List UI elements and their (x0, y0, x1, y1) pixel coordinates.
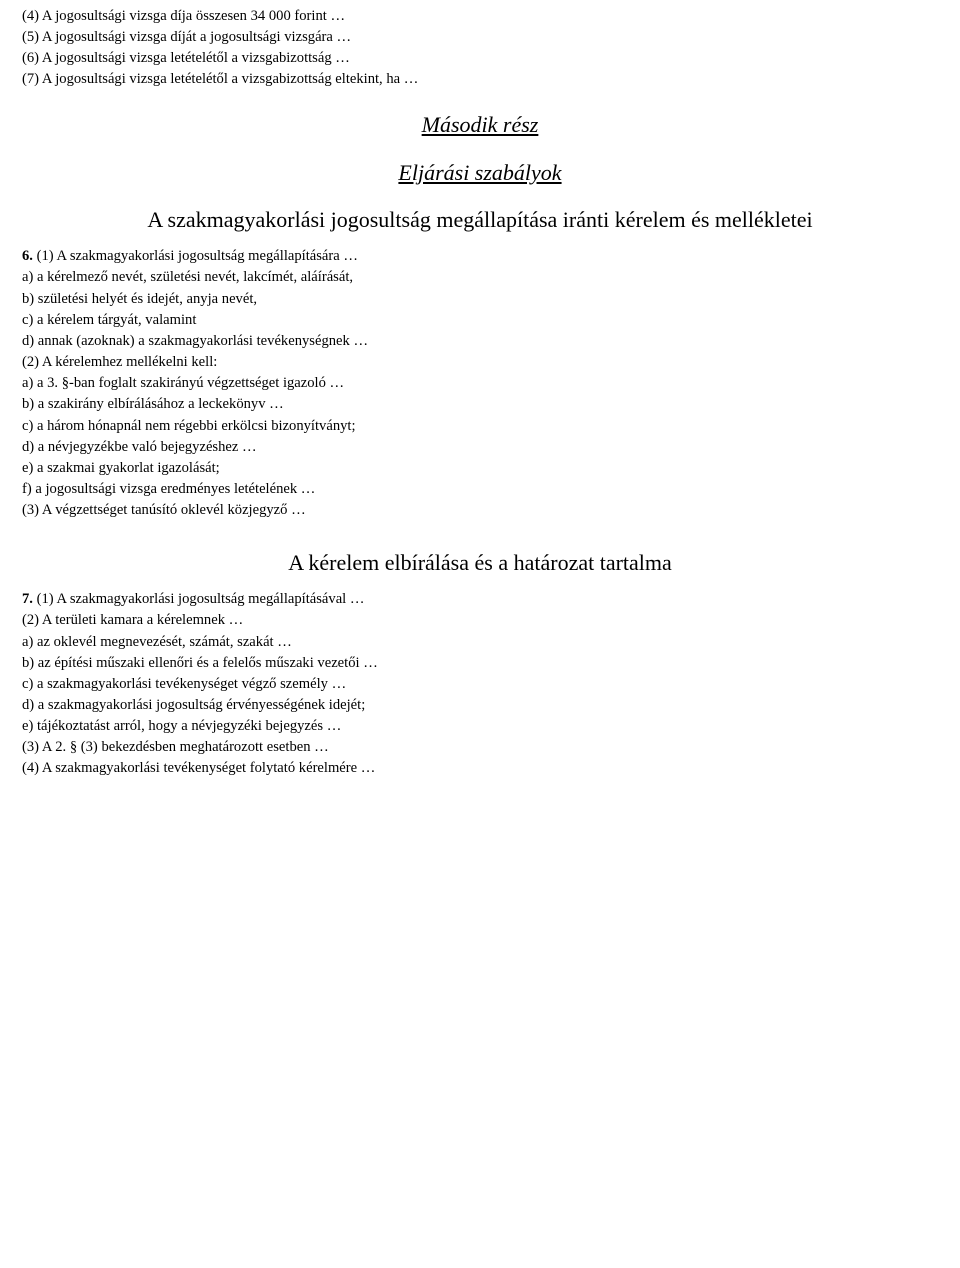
section-6-item: e) a szakmai gyakorlat igazolását; (22, 459, 220, 476)
paragraph-6: (6) A jogosultsági vizsga letételétől a vizsgabizottság … (22, 50, 350, 67)
section-7-number: 7. (22, 591, 33, 608)
section-6-item: f) a jogosultsági vizsga eredményes letételének … (22, 481, 316, 498)
section-6-item: d) a névjegyzékbe való bejegyzéshez … (22, 438, 257, 455)
section-6-item: b) a szakirány elbírálásához a leckekönyv … (22, 396, 284, 413)
part-title: Második rész (421, 111, 539, 137)
section-7-item: e) tájékoztatást arról, hogy a névjegyzéki bejegyzés … (22, 718, 342, 735)
section-7-item: b) az építési műszaki ellenőri és a felelős műszaki vezetői … (22, 654, 378, 671)
part-subtitle: Eljárási szabályok (398, 159, 562, 185)
section-6-text: (1) A szakmagyakorlási jogosultság megállapítására … (36, 248, 358, 265)
section-7-line (4, 589, 956, 610)
section-6-item: (3) A végzettséget tanúsító oklevél közjegyző … (22, 502, 306, 519)
section-heading-decision: A kérelem elbírálása és a határozat tartalma (288, 550, 672, 576)
section-7-item: c) a szakmagyakorlási tevékenységet végző személy … (22, 675, 347, 692)
section-7-item: (2) A területi kamara a kérelemnek … (22, 612, 244, 629)
section-6-item: b) születési helyét és idejét, anyja nevét, (22, 290, 258, 307)
section-6-item: d) annak (azoknak) a szakmagyakorlási tevékenységnek … (22, 332, 369, 349)
section-6-item: c) a kérelem tárgyát, valamint (22, 311, 197, 328)
section-7-text: (1) A szakmagyakorlási jogosultság megállapításával … (36, 591, 365, 608)
section-6-item: (2) A kérelemhez mellékelni kell: (22, 354, 218, 371)
section-6-item: a) a kérelmező nevét, születési nevét, lakcímét, aláírását, (22, 269, 354, 286)
section-heading-application: A szakmagyakorlási jogosultság megállapítása iránti kérelem és mellékletei (147, 207, 813, 233)
section-6-number: 6. (22, 248, 33, 265)
paragraph-7: (7) A jogosultsági vizsga letételétől a vizsgabizottság eltekint, ha … (22, 71, 419, 88)
section-6-item: c) a három hónapnál nem régebbi erkölcsi bizonyítványt; (22, 417, 356, 434)
paragraph-4: (4) A jogosultsági vizsga díja összesen 34 000 forint … (22, 8, 346, 24)
section-7-item: a) az oklevél megnevezését, számát, szakát … (22, 633, 292, 650)
section-7-item: d) a szakmagyakorlási jogosultság érvényességének idejét; (22, 697, 366, 713)
paragraph-5: (5) A jogosultsági vizsga díját a jogosultsági vizsgára … (22, 29, 352, 46)
section-6-line (4, 246, 956, 267)
section-7-item: (4) A szakmagyakorlási tevékenységet folytató kérelmére … (22, 760, 376, 777)
section-6-item: a) a 3. §-ban foglalt szakirányú végzettséget igazoló … (22, 375, 345, 392)
section-7-item: (3) A 2. § (3) bekezdésben meghatározott esetben … (22, 739, 329, 756)
